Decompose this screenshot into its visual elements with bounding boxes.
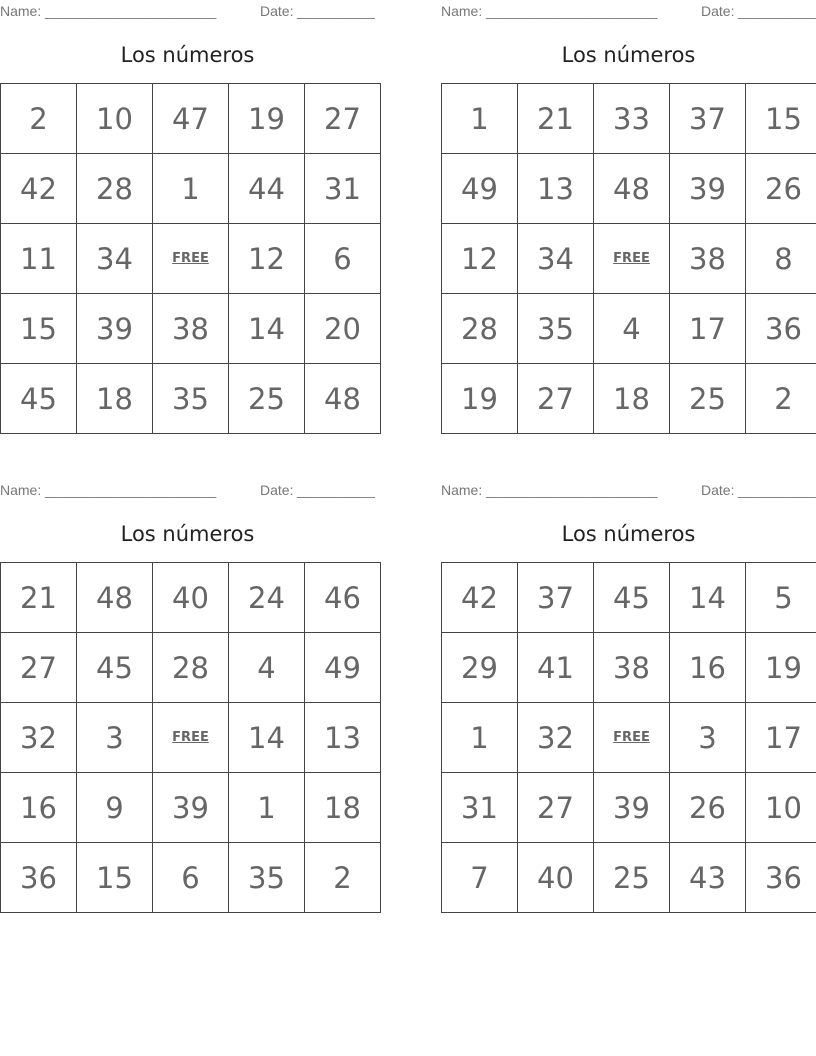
free-space-cell: FREE <box>594 703 670 773</box>
grid-cell: 27 <box>305 84 381 154</box>
grid-row <box>442 843 816 913</box>
grid-cell: 28 <box>153 633 229 703</box>
grid-cell: 13 <box>305 703 381 773</box>
grid-row <box>442 633 816 703</box>
grid-cell: 39 <box>594 773 670 843</box>
date-label: Date: <box>260 482 294 498</box>
date-blank: __________ <box>738 3 816 19</box>
grid-cell: 26 <box>746 154 816 224</box>
grid-row <box>442 224 816 294</box>
grid-cell: 1 <box>153 154 229 224</box>
bingo-grid <box>441 562 816 913</box>
grid-cell: 18 <box>77 364 153 434</box>
grid-cell: 13 <box>518 154 594 224</box>
bingo-grid <box>441 83 816 434</box>
grid-cell: 21 <box>1 563 77 633</box>
grid-cell: 48 <box>594 154 670 224</box>
name-blank: ______________________ <box>45 482 217 498</box>
grid-cell: 26 <box>670 773 746 843</box>
grid-cell: 34 <box>77 224 153 294</box>
card-header <box>441 479 816 501</box>
date-blank: __________ <box>297 3 375 19</box>
grid-cell: 25 <box>670 364 746 434</box>
grid-cell: 39 <box>153 773 229 843</box>
grid-cell: 47 <box>153 84 229 154</box>
grid-cell: 12 <box>442 224 518 294</box>
grid-cell: 19 <box>746 633 816 703</box>
date-label: Date: <box>260 3 294 19</box>
grid-cell: 35 <box>229 843 305 913</box>
grid-cell: 14 <box>670 563 746 633</box>
grid-cell: 12 <box>229 224 305 294</box>
grid-cell: 5 <box>746 563 816 633</box>
grid-cell: 10 <box>77 84 153 154</box>
card-header <box>0 479 375 501</box>
grid-cell: 28 <box>77 154 153 224</box>
grid-cell: 39 <box>77 294 153 364</box>
bingo-card <box>0 479 375 914</box>
grid-cell: 15 <box>746 84 816 154</box>
name-label: Name: <box>0 482 42 498</box>
grid-cell: 29 <box>442 633 518 703</box>
grid-cell: 46 <box>305 563 381 633</box>
grid-cell: 32 <box>518 703 594 773</box>
grid-cell: 45 <box>1 364 77 434</box>
grid-row <box>442 364 816 434</box>
grid-cell: 48 <box>77 563 153 633</box>
grid-cell: 3 <box>670 703 746 773</box>
grid-row <box>1 563 381 633</box>
date-label: Date: <box>701 3 735 19</box>
grid-cell: 2 <box>1 84 77 154</box>
grid-cell: 36 <box>746 843 816 913</box>
name-label: Name: <box>441 482 483 498</box>
grid-cell: 14 <box>229 703 305 773</box>
grid-cell: 25 <box>594 843 670 913</box>
card-header <box>441 0 816 22</box>
grid-cell: 31 <box>305 154 381 224</box>
grid-row <box>1 633 381 703</box>
grid-cell: 4 <box>594 294 670 364</box>
grid-cell: 24 <box>229 563 305 633</box>
grid-cell: 35 <box>153 364 229 434</box>
grid-row <box>1 154 381 224</box>
grid-cell: 14 <box>229 294 305 364</box>
grid-cell: 10 <box>746 773 816 843</box>
grid-cell: 28 <box>442 294 518 364</box>
grid-cell: 44 <box>229 154 305 224</box>
grid-row <box>1 84 381 154</box>
name-blank: ______________________ <box>45 3 217 19</box>
grid-cell: 49 <box>442 154 518 224</box>
grid-cell: 36 <box>1 843 77 913</box>
bingo-card <box>441 0 816 435</box>
grid-cell: 37 <box>670 84 746 154</box>
grid-cell: 17 <box>746 703 816 773</box>
grid-cell: 40 <box>153 563 229 633</box>
grid-cell: 4 <box>229 633 305 703</box>
grid-cell: 1 <box>442 703 518 773</box>
bingo-card <box>0 0 375 435</box>
card-header <box>0 0 375 22</box>
card-title: Los números <box>120 43 255 67</box>
grid-cell: 27 <box>518 364 594 434</box>
grid-cell: 19 <box>229 84 305 154</box>
bingo-card <box>441 479 816 914</box>
grid-cell: 38 <box>670 224 746 294</box>
bingo-grid <box>0 562 381 913</box>
date-blank: __________ <box>297 482 375 498</box>
grid-cell: 43 <box>670 843 746 913</box>
grid-cell: 9 <box>77 773 153 843</box>
free-space-cell: FREE <box>153 224 229 294</box>
grid-cell: 45 <box>594 563 670 633</box>
grid-row <box>1 703 381 773</box>
grid-row <box>1 843 381 913</box>
grid-cell: 2 <box>305 843 381 913</box>
grid-cell: 31 <box>442 773 518 843</box>
grid-cell: 34 <box>518 224 594 294</box>
grid-row <box>442 703 816 773</box>
name-label: Name: <box>0 3 42 19</box>
grid-cell: 39 <box>670 154 746 224</box>
grid-cell: 38 <box>594 633 670 703</box>
grid-cell: 15 <box>1 294 77 364</box>
grid-cell: 42 <box>442 563 518 633</box>
grid-cell: 19 <box>442 364 518 434</box>
grid-row <box>1 364 381 434</box>
card-title: Los números <box>561 43 696 67</box>
grid-row <box>442 154 816 224</box>
grid-cell: 6 <box>153 843 229 913</box>
grid-row <box>442 773 816 843</box>
free-space-cell: FREE <box>594 224 670 294</box>
grid-cell: 40 <box>518 843 594 913</box>
date-blank: __________ <box>738 482 816 498</box>
grid-cell: 21 <box>518 84 594 154</box>
grid-row <box>442 563 816 633</box>
grid-cell: 15 <box>77 843 153 913</box>
bingo-grid <box>0 83 381 434</box>
grid-row <box>442 294 816 364</box>
grid-cell: 2 <box>746 364 816 434</box>
grid-cell: 17 <box>670 294 746 364</box>
grid-cell: 25 <box>229 364 305 434</box>
grid-cell: 11 <box>1 224 77 294</box>
grid-cell: 8 <box>746 224 816 294</box>
grid-cell: 48 <box>305 364 381 434</box>
grid-cell: 27 <box>1 633 77 703</box>
grid-cell: 20 <box>305 294 381 364</box>
grid-row <box>1 773 381 843</box>
grid-row <box>442 84 816 154</box>
card-title: Los números <box>561 522 696 546</box>
grid-cell: 16 <box>670 633 746 703</box>
name-blank: ______________________ <box>486 3 658 19</box>
date-label: Date: <box>701 482 735 498</box>
grid-cell: 45 <box>77 633 153 703</box>
grid-cell: 32 <box>1 703 77 773</box>
free-space-cell: FREE <box>153 703 229 773</box>
grid-cell: 6 <box>305 224 381 294</box>
grid-cell: 1 <box>229 773 305 843</box>
grid-cell: 41 <box>518 633 594 703</box>
grid-cell: 18 <box>594 364 670 434</box>
grid-cell: 1 <box>442 84 518 154</box>
grid-cell: 37 <box>518 563 594 633</box>
grid-row <box>1 224 381 294</box>
card-title: Los números <box>120 522 255 546</box>
grid-cell: 16 <box>1 773 77 843</box>
grid-cell: 3 <box>77 703 153 773</box>
grid-cell: 7 <box>442 843 518 913</box>
grid-cell: 38 <box>153 294 229 364</box>
grid-cell: 35 <box>518 294 594 364</box>
grid-cell: 18 <box>305 773 381 843</box>
name-blank: ______________________ <box>486 482 658 498</box>
grid-cell: 36 <box>746 294 816 364</box>
grid-cell: 42 <box>1 154 77 224</box>
grid-cell: 33 <box>594 84 670 154</box>
grid-cell: 49 <box>305 633 381 703</box>
grid-row <box>1 294 381 364</box>
grid-cell: 27 <box>518 773 594 843</box>
name-label: Name: <box>441 3 483 19</box>
